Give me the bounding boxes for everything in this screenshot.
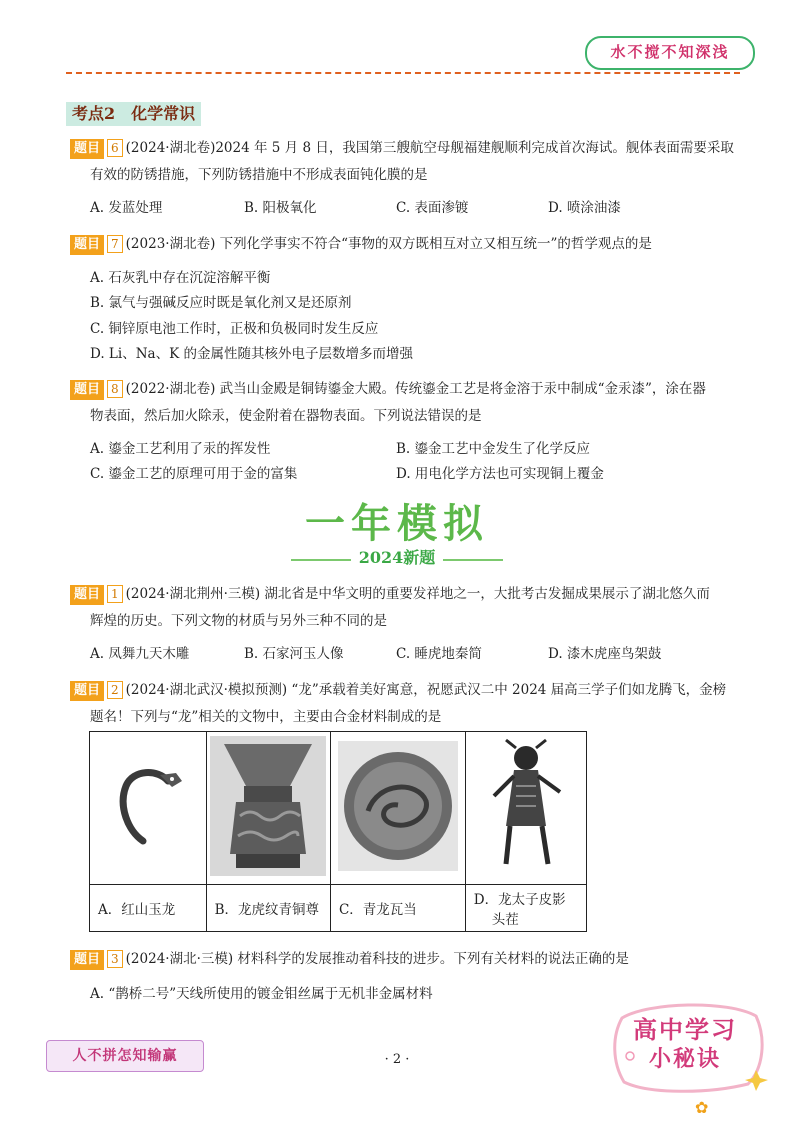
option-c: C. 表面渗镀: [396, 200, 469, 216]
question-8: [70, 377, 706, 400]
option-b: B. 鎏金工艺中金发生了化学反应: [396, 441, 591, 457]
option-a: A. 石灰乳中存在沉淀溶解平衡: [90, 270, 271, 286]
caption-c: C．青龙瓦当: [330, 885, 465, 932]
banner-subtitle: [0, 545, 794, 568]
tile-end-image: [338, 741, 458, 871]
question-2: [70, 678, 726, 701]
option-c: C. 睡虎地秦简: [396, 646, 482, 662]
image-cell-d: [465, 732, 586, 885]
banner-title: 一年模拟: [305, 501, 489, 547]
question-text-cont: 物表面，然后加火除汞，使金附着在器物表面。下列说法错误的是: [90, 408, 482, 424]
decor-line: [443, 559, 503, 561]
footer-motto: 人不拼怎知输赢: [46, 1040, 204, 1072]
question-number: 1: [107, 585, 123, 603]
question-tag: 题目: [70, 139, 104, 159]
question-number: 2: [107, 681, 123, 699]
question-tag: 题目: [70, 235, 104, 255]
option-a: A. 凤舞九天木雕: [90, 646, 190, 662]
question-text: (2022·湖北卷) 武当山金殿是铜铸鎏金大殿。传统鎏金工艺是将金溶于汞中制成“金汞漆”，涂在器: [125, 381, 706, 397]
question-text: (2024·湖北卷)2024 年 5 月 8 日，我国第三艘航空母舰福建舰顺利完成首次海试。舰体表面需要采取: [125, 140, 734, 156]
caption-a: A．红山玉龙: [90, 885, 207, 932]
shadow-puppet-image: [476, 736, 576, 876]
question-tag: 题目: [70, 950, 104, 970]
jade-dragon-image: [98, 751, 198, 861]
question-text: (2024·湖北荆州·三模) 湖北省是中华文明的重要发祥地之一，大批考古发掘成果展示了湖北悠久而: [125, 586, 710, 602]
question-text-cont: 辉煌的历史。下列文物的材质与另外三种不同的是: [90, 613, 387, 629]
option-d: D. 漆木虎座鸟架鼓: [548, 646, 662, 662]
caption-d: [465, 885, 586, 932]
question-number: 8: [107, 380, 123, 398]
star-icon: ✿: [695, 1098, 709, 1117]
image-cell-b: [206, 732, 330, 885]
page-number: · 2 ·: [384, 1052, 410, 1067]
option-a: A. “鹊桥二号”天线所使用的镀金钼丝属于无机非金属材料: [90, 986, 433, 1002]
question-text: (2023·湖北卷) 下列化学事实不符合“事物的双方既相互对立又相互统一”的哲学观点的是: [125, 236, 652, 252]
stamp-text-2: 小秘诀: [648, 1047, 721, 1072]
question-text-cont: 有效的防锈措施，下列防锈措施中不形成表面钝化膜的是: [90, 167, 428, 183]
option-c: C. 鎏金工艺的原理可用于金的富集: [90, 466, 298, 482]
question-1: [70, 582, 710, 605]
question-tag: 题目: [70, 380, 104, 400]
artifact-table: [89, 731, 587, 932]
bronze-zun-image: [210, 736, 326, 876]
option-d: D. Li、Na、K 的金属性随其核外电子层数增多而增强: [90, 346, 413, 362]
option-d: D. 喷涂油漆: [548, 200, 621, 216]
option-a: A. 鎏金工艺利用了汞的挥发性: [90, 441, 271, 457]
option-d: D. 用电化学方法也可实现铜上覆金: [396, 466, 604, 482]
header-divider: [66, 72, 740, 74]
question-number: 6: [107, 139, 123, 157]
caption-d-line2: 头茬: [491, 912, 519, 928]
image-cell-a: [90, 732, 207, 885]
question-text-cont: 题名！下列与“龙”相关的文物中，主要由合金材料制成的是: [90, 709, 442, 725]
option-b: B. 氯气与强碱反应时既是氧化剂又是还原剂: [90, 295, 352, 311]
stamp-text-1: 高中学习: [633, 1016, 737, 1044]
banner-subtitle-text: 2024新题: [358, 548, 436, 567]
question-7: [70, 232, 652, 255]
question-number: 7: [107, 235, 123, 253]
question-tag: 题目: [70, 585, 104, 605]
caption-d-line1: D．龙太子皮影: [473, 892, 566, 908]
question-6: [70, 136, 734, 159]
option-a: A. 发蓝处理: [90, 200, 163, 216]
question-text: (2024·湖北·三模) 材料科学的发展推动着科技的进步。下列有关材料的说法正确的是: [125, 951, 629, 967]
header-motto: 水不搅不知深浅: [585, 36, 755, 70]
question-text: (2024·湖北武汉·模拟预测) “龙”承载着美好寓意，祝愿武汉二中 2024 届高三学子们如龙腾飞，金榜: [125, 682, 727, 698]
option-b: B. 石家河玉人像: [244, 646, 344, 662]
caption-b: B．龙虎纹青铜尊: [206, 885, 330, 932]
question-3: [70, 947, 629, 970]
option-c: C. 铜锌原电池工作时，正极和负极同时发生反应: [90, 321, 379, 337]
question-tag: 题目: [70, 681, 104, 701]
section-title: 考点2 化学常识: [66, 102, 201, 126]
question-number: 3: [107, 950, 123, 968]
image-cell-c: [330, 732, 465, 885]
decor-line: [291, 559, 351, 561]
option-b: B. 阳极氧化: [244, 200, 317, 216]
